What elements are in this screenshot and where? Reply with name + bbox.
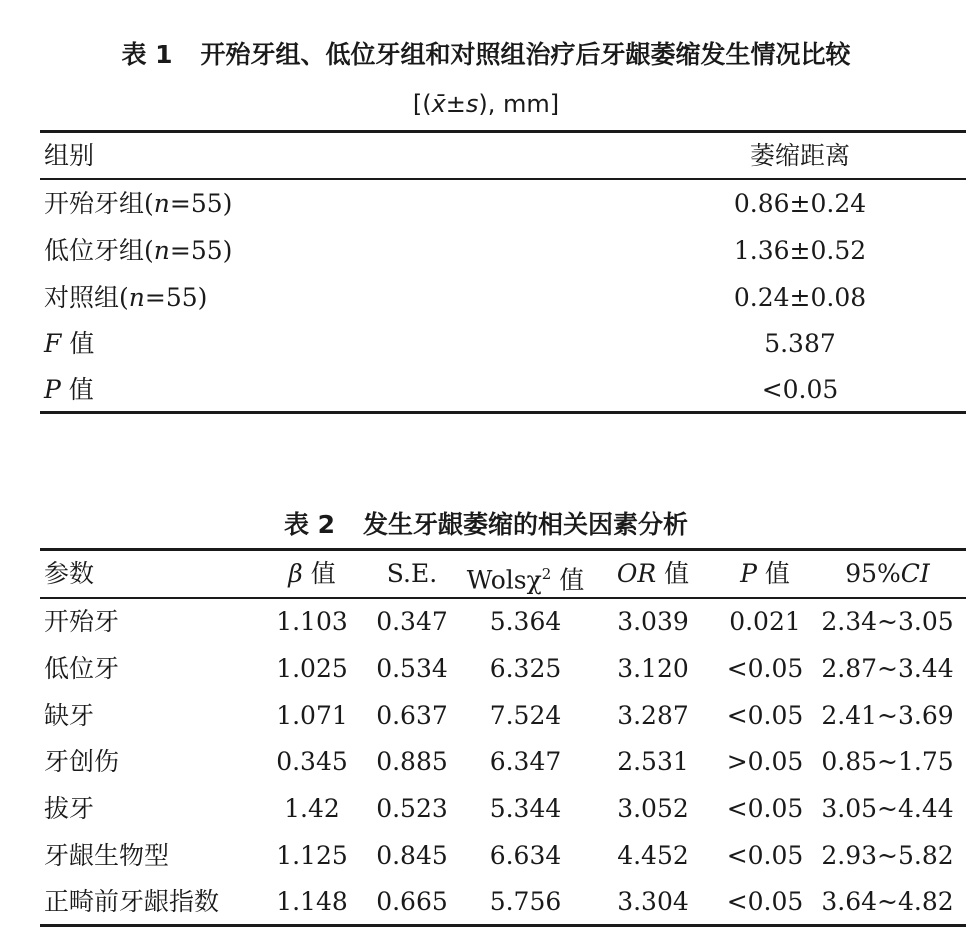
or-cell: 3.304 [617, 887, 689, 916]
param-cell: 正畸前牙龈指数 [44, 887, 220, 916]
table1-header-value: 萎缩距离 [749, 141, 850, 170]
wols-cell: 5.364 [489, 607, 562, 636]
param-cell: 低位牙 [44, 654, 120, 683]
wols-cell: 6.634 [489, 841, 562, 870]
se-cell: 0.637 [376, 701, 448, 730]
wols-cell: 7.524 [489, 701, 562, 730]
table1-row-value: 0.86±0.24 [733, 189, 867, 218]
se-cell: 0.845 [376, 841, 448, 870]
table1-f-value: 5.387 [764, 329, 836, 358]
table2-header-or: OR 值 [616, 559, 690, 588]
table1-f-label: F 值 [44, 329, 95, 358]
p-cell: <0.05 [726, 654, 804, 683]
p-cell: 0.021 [729, 607, 801, 636]
table1-top-rule [40, 130, 966, 133]
table2-header-param: 参数 [44, 559, 95, 588]
p-cell: <0.05 [726, 794, 804, 823]
ci-cell: 2.87~3.44 [821, 654, 954, 683]
table1-label: 表 1 [121, 40, 173, 69]
wols-cell: 6.347 [489, 747, 562, 776]
table1-title: 开殆牙组、低位牙组和对照组治疗后牙龈萎缩发生情况比较 [200, 40, 851, 69]
beta-cell: 1.103 [276, 607, 348, 636]
table1-p-label: P 值 [44, 375, 94, 404]
se-cell: 0.347 [376, 607, 448, 636]
beta-cell: 1.071 [276, 701, 348, 730]
table2-title: 发生牙龈萎缩的相关因素分析 [363, 510, 689, 539]
wols-cell: 5.344 [489, 794, 562, 823]
ci-cell: 3.05~4.44 [821, 794, 954, 823]
se-cell: 0.534 [376, 654, 448, 683]
se-cell: 0.885 [376, 747, 448, 776]
table1-row-value: 0.24±0.08 [733, 283, 867, 312]
table1-caption [0, 35, 972, 71]
table2-top-rule [40, 548, 966, 551]
or-cell: 4.452 [617, 841, 689, 870]
table2-bottom-rule [40, 924, 966, 927]
table1-header-group: 组别 [44, 141, 95, 170]
ci-cell: 3.64~4.82 [821, 887, 954, 916]
or-cell: 3.039 [617, 607, 689, 636]
table2-header-rule [40, 597, 966, 599]
param-cell: 拔牙 [44, 794, 95, 823]
table1-row-name: 对照组(n=55) [44, 283, 208, 312]
table2-caption [0, 505, 972, 541]
or-cell: 3.287 [617, 701, 689, 730]
param-cell: 缺牙 [44, 701, 95, 730]
table2-header-ci: 95%CI [845, 559, 930, 588]
param-cell: 牙创伤 [44, 747, 120, 776]
ci-cell: 2.41~3.69 [821, 701, 954, 730]
or-cell: 3.052 [617, 794, 689, 823]
ci-cell: 0.85~1.75 [821, 747, 954, 776]
ci-cell: 2.34~3.05 [821, 607, 954, 636]
or-cell: 2.531 [617, 747, 689, 776]
se-cell: 0.523 [376, 794, 448, 823]
table1-p-value: <0.05 [761, 375, 839, 404]
table2-header-wols: Wolsχ$^2$ 值 [466, 565, 585, 595]
table2-header-p: P 值 [740, 559, 790, 588]
table2-header-se: S.E. [386, 559, 438, 588]
p-cell: <0.05 [726, 887, 804, 916]
param-cell: 牙龈生物型 [44, 841, 170, 870]
table2-header-beta: β 值 [288, 559, 336, 588]
table1-row-name: 低位牙组(n=55) [44, 236, 233, 265]
beta-cell: 1.125 [276, 841, 348, 870]
p-cell: >0.05 [726, 747, 804, 776]
beta-cell: 1.42 [284, 794, 340, 823]
table1-row-value: 1.36±0.52 [733, 236, 867, 265]
table2-label: 表 2 [283, 510, 336, 539]
se-cell: 0.665 [376, 887, 448, 916]
ci-cell: 2.93~5.82 [821, 841, 954, 870]
wols-cell: 5.756 [489, 887, 562, 916]
param-cell: 开殆牙 [44, 607, 120, 636]
table1-header-rule [40, 178, 966, 180]
or-cell: 3.120 [617, 654, 689, 683]
p-cell: <0.05 [726, 701, 804, 730]
beta-cell: 1.025 [276, 654, 348, 683]
beta-cell: 1.148 [276, 887, 348, 916]
table1-row-name: 开殆牙组(n=55) [44, 189, 233, 218]
p-cell: <0.05 [726, 841, 804, 870]
table1-bottom-rule [40, 411, 966, 414]
wols-cell: 6.325 [489, 654, 562, 683]
table1-subtitle: [(x̄±s), mm] [412, 90, 560, 118]
beta-cell: 0.345 [276, 747, 348, 776]
